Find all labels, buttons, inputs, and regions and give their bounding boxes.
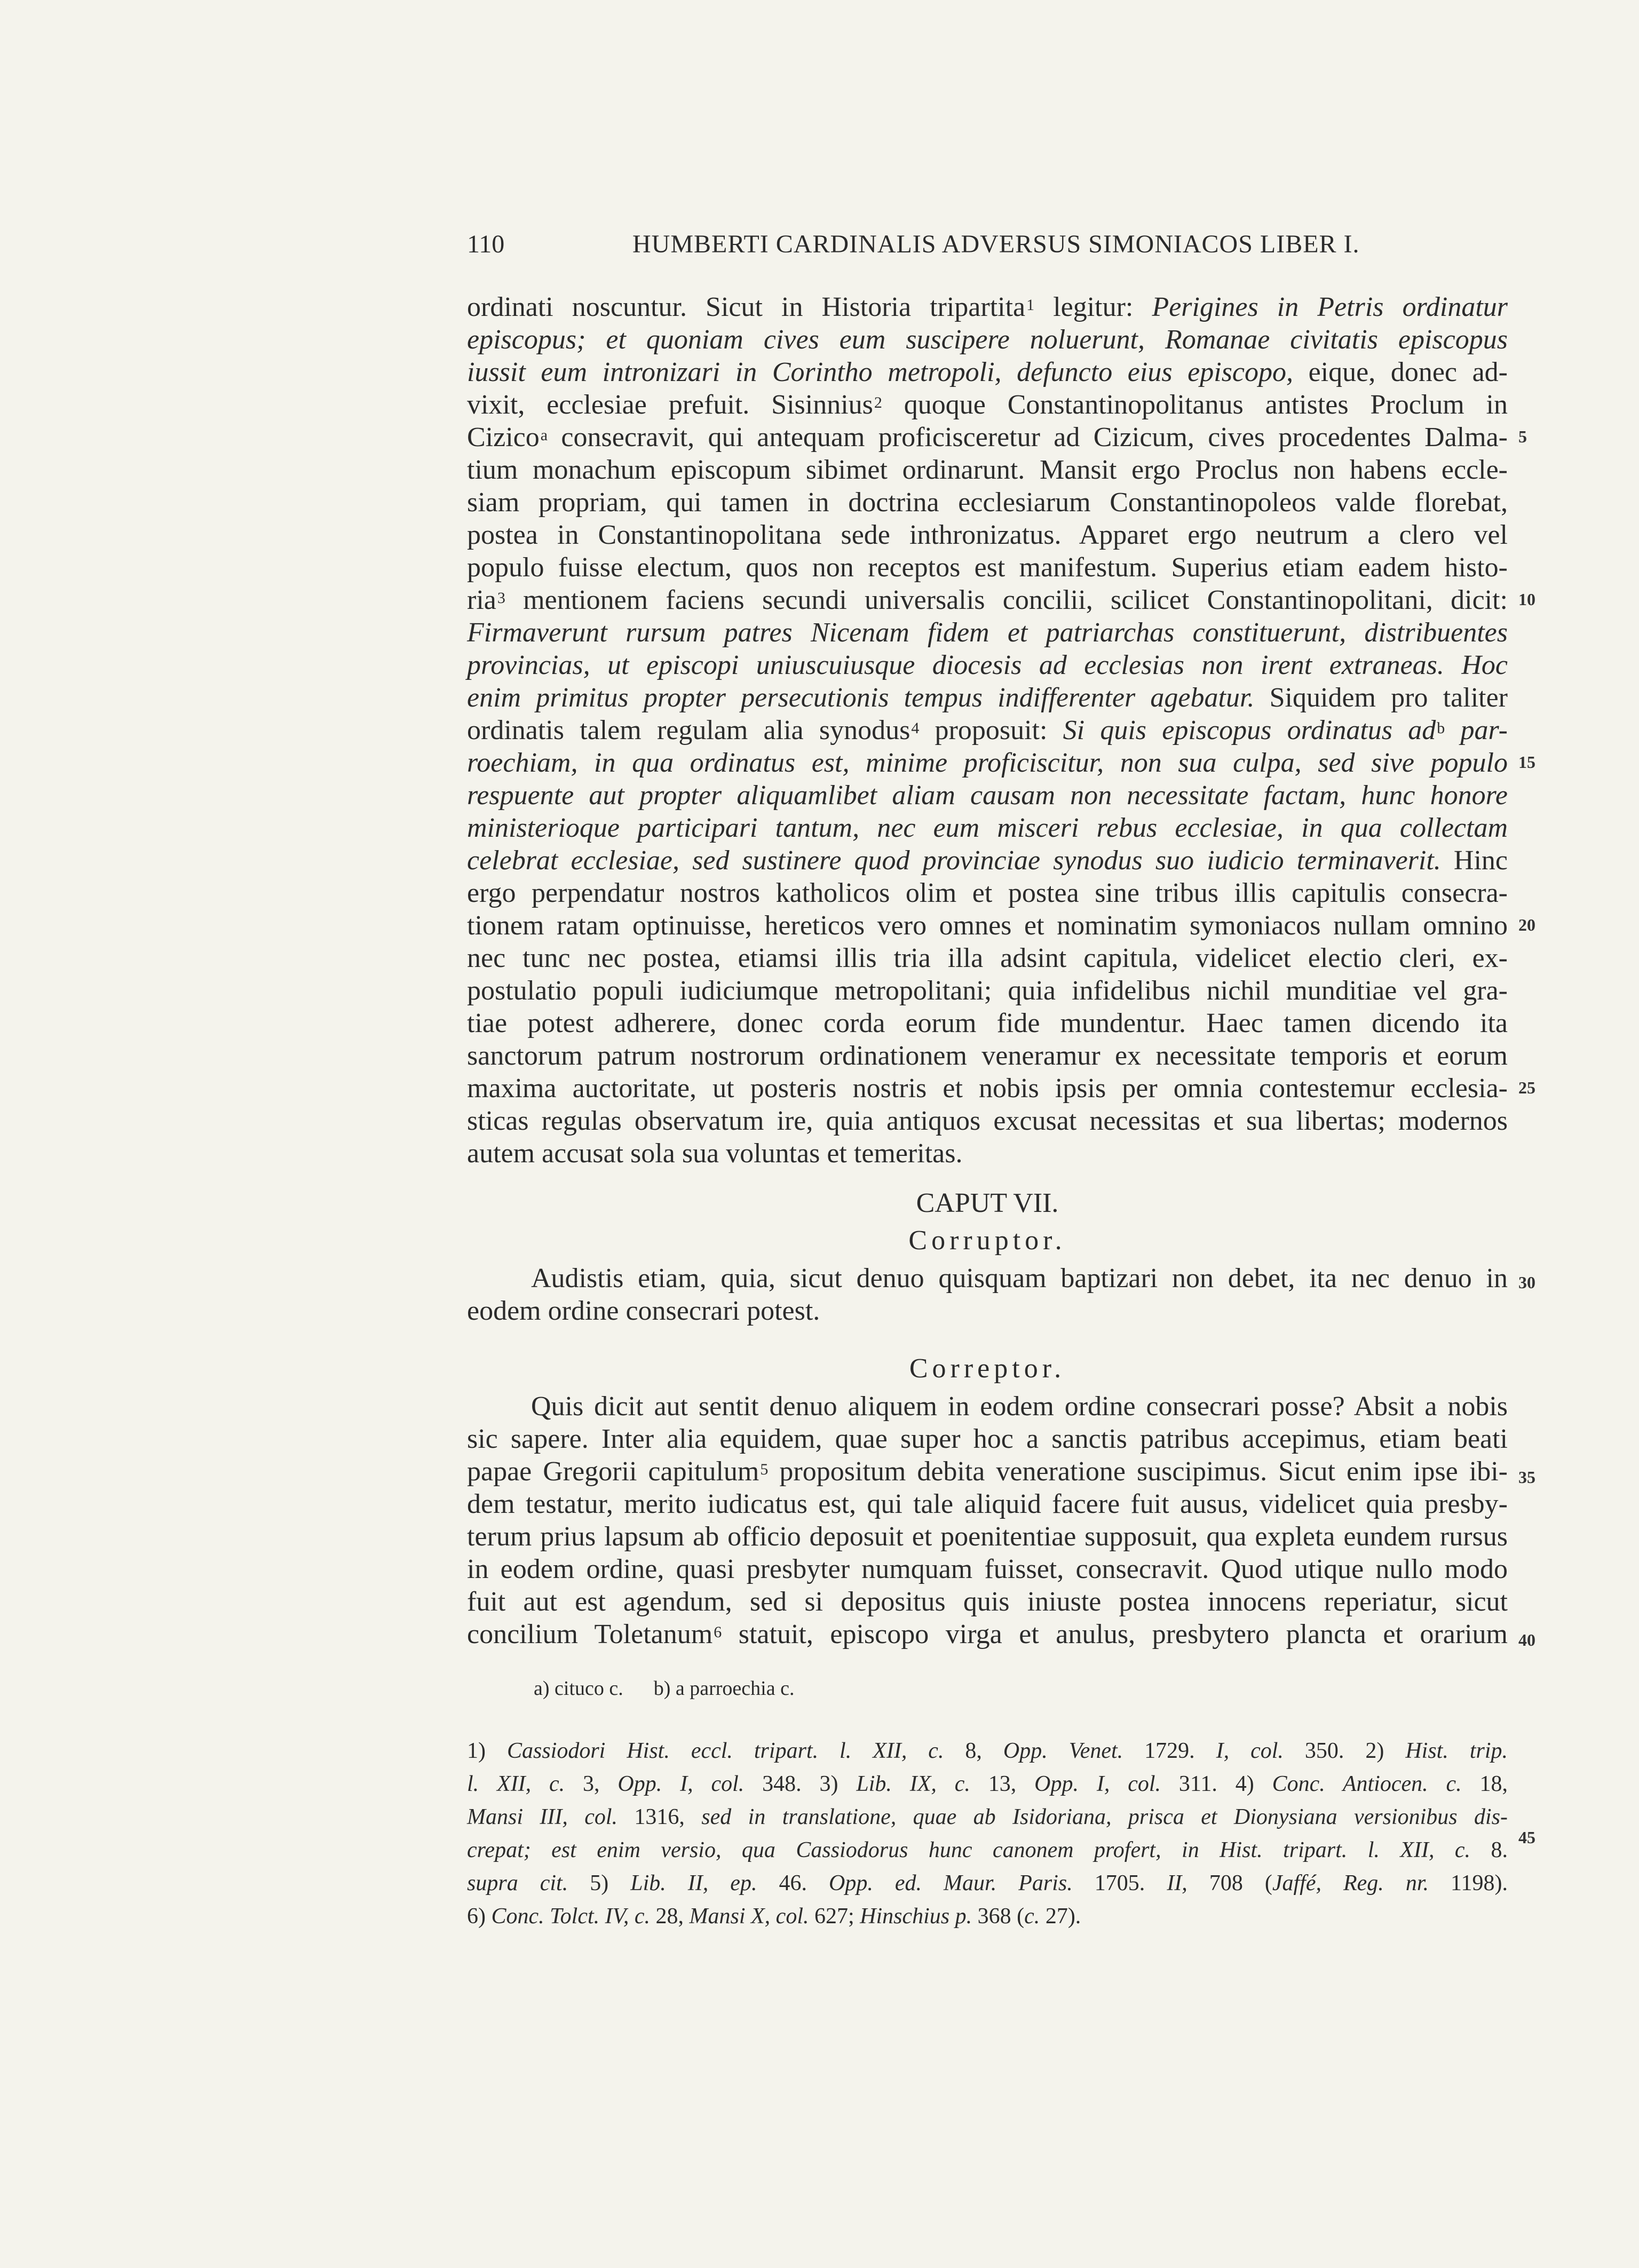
text-run: 708 ( [1187,1871,1272,1896]
text-run: autem accusat sola sua voluntas et temeritas. [467,1138,963,1169]
text-run: ordinati noscuntur. Sicut in Historia tripartita [467,292,1026,322]
italic-text: Opp. I, col. [617,1772,745,1796]
text-run: Siquidem pro taliter [1254,683,1508,713]
text-run: 1729. [1123,1739,1216,1763]
text-line [467,747,1508,779]
text-run: 1198). [1429,1871,1508,1896]
italic-text: celebrat ecclesiae, sed sustinere quod provinciae synodus suo iudicio terminaverit. [467,845,1441,876]
italic-text: crepat; est enim versio, qua Cassiodorus hunc canonem profert, in Hist. tripart. l. XII, c. [467,1838,1471,1862]
text-line [467,1520,1508,1553]
text-line [467,421,1508,454]
italic-text: Perigines in Petris ordinatur [1152,292,1508,322]
text-run: quoque Constantinopolitanus antistes Proclum in [882,390,1508,420]
italic-text: Opp. ed. Maur. Paris. [829,1871,1073,1896]
text-line [467,356,1508,388]
text-line [467,681,1508,714]
text-run: 28, [650,1904,690,1929]
text-run: in eodem ordine, quasi presbyter numquam fuisset, consecravit. Quod utique nullo modo [467,1554,1508,1584]
line-number: 35 [1518,1468,1535,1487]
text-run: postea in Constantinopolitana sede inthronizatus. Apparet ergo neutrum a clero vel [467,520,1508,550]
italic-text: Lib. II, ep. [630,1871,757,1896]
text-line [467,942,1508,974]
text-run: propositum debita veneratione suscipimus. Sicut enim ipse ibi- [768,1456,1508,1487]
text-run: 8. [1470,1838,1508,1862]
running-head [467,229,1508,259]
text-run: 1705. [1072,1871,1167,1896]
footnotes [467,1734,1508,1933]
text-run: 5) [568,1871,631,1896]
text-line [467,1455,1508,1488]
footnote-line [467,1900,1508,1933]
text-line [467,877,1508,909]
main-text [467,291,1508,1170]
text-line [467,1390,1508,1423]
text-run: maxima auctoritate, ut posteris nostris et nobis ipsis per omnia contestemur ecclesia- [467,1073,1508,1104]
line-number: 15 [1518,752,1535,772]
text-run: 1) [467,1739,507,1763]
italic-text: ministerioque participari tantum, nec eum misceri rebus ecclesiae, in qua collectam [467,813,1508,843]
italic-text: Hinschius p. [860,1904,972,1929]
text-line [467,1423,1508,1455]
text-run: ria [467,585,496,615]
text-line [467,714,1508,747]
italic-text: Firmaverunt rursum patres Nicenam fidem et patriarchas constituerunt, distribuentes [467,617,1508,648]
footnote-marker: 2 [874,394,882,411]
text-run: sanctorum patrum nostrorum ordinationem veneramur ex necessitate temporis et eorum [467,1041,1508,1071]
text-line [467,1295,1508,1327]
text-run: 8, [944,1739,1003,1763]
text-line [467,812,1508,844]
critical-apparatus: a) cituco c. b) a parroechia c. [534,1677,795,1700]
text-run: ordinatis talem regulam alia synodus [467,715,910,746]
footnote-marker: 3 [497,589,505,607]
italic-text: episcopus; et quoniam cives eum suscipere noluerunt, Romanae civitatis episcopus [467,324,1508,355]
line-number: 40 [1518,1630,1535,1650]
text-line [467,454,1508,486]
text-run: concilium Toletanum [467,1619,713,1650]
italic-text: iussit eum intronizari in Corintho metropoli, defuncto eius episcopo, [467,357,1294,387]
text-line [467,1553,1508,1585]
footnote-marker: 6 [714,1623,722,1641]
text-run: sticas regulas observatum ire, quia antiquos excusat necessitas et sua libertas; modernos [467,1106,1508,1136]
line-number: 45 [1518,1828,1535,1847]
text-run: tium monachum episcopum sibimet ordinarunt. Mansit ergo Proclus non habens eccle- [467,455,1508,485]
text-run: 348. 3) [744,1772,857,1796]
italic-text: Jaffé, Reg. nr. [1272,1871,1429,1896]
text-run: sic sapere. Inter alia equidem, quae super hoc a sanctis patribus accepimus, etiam beati [467,1424,1508,1454]
italic-text: sed in translatione, quae ab Isidoriana, prisca et Dionysiana versionibus dis- [701,1805,1508,1829]
text-run: tiae potest adherere, donec corda eorum fide mundentur. Haec tamen dicendo ita [467,1008,1508,1038]
text-line [467,1488,1508,1520]
text-run: terum prius lapsum ab officio deposuit et poenitentiae supposuit, qua expleta eundem rursus [467,1521,1508,1552]
text-run: eodem ordine consecrari potest. [467,1296,820,1326]
text-line [467,974,1508,1007]
text-run: statuit, episcopo virga et anulus, presbytero plancta et orarium [722,1619,1508,1650]
italic-text: roechiam, in qua ordinatus est, minime proficiscitur, non sua culpa, sed sive populo [467,748,1508,778]
italic-text: l. XII, c. [467,1772,565,1796]
footnote-marker: 4 [911,719,920,737]
text-run: 311. 4) [1161,1772,1272,1796]
line-number: 20 [1518,915,1535,934]
footnote-marker: a [540,426,548,444]
italic-text: Mansi III, col. [467,1805,618,1829]
text-line [467,909,1508,942]
text-run: 1316, [617,1805,702,1829]
text-run: eique, donec ad- [1293,357,1508,387]
text-run: siam propriam, qui tamen in doctrina ecclesiarum Constantinopoleos valde florebat, [467,487,1508,518]
footnote-line [467,1801,1508,1834]
line-number: 25 [1518,1078,1535,1097]
italic-text: par- [1445,715,1508,746]
text-run: tionem ratam optinuisse, hereticos vero omnes et nominatim symoniacos nullam omnino [467,910,1508,941]
italic-text: respuente aut propter aliquamlibet aliam causam non necessitate factam, hunc honore [467,780,1508,811]
italic-text: Conc. Tolct. IV, c. [491,1904,651,1929]
text-line [467,649,1508,681]
text-line [467,291,1508,323]
text-line [467,1137,1508,1170]
page-number: 110 [467,230,505,258]
text-run: 27). [1040,1904,1081,1929]
text-line [467,616,1508,649]
running-title: HUMBERTI CARDINALIS ADVERSUS SIMONIACOS LIBER I. [632,230,1360,258]
footnote-line [467,1734,1508,1767]
text-run: 46. [757,1871,829,1896]
italic-text: Opp. I, col. [1034,1772,1161,1796]
text-run: Cizico [467,422,540,453]
footnote-marker: b [1437,719,1445,737]
text-run: legitur: [1034,292,1152,322]
text-line [467,1618,1508,1651]
text-run: ergo perpendatur nostros katholicos olim et postea sine tribus illis capitulis consecra- [467,878,1508,908]
italic-text: Hist. trip. [1405,1739,1508,1763]
chapter-heading: CAPUT VII. [916,1188,1059,1218]
italic-text: c. [1024,1904,1040,1929]
italic-text: II, [1167,1871,1187,1896]
text-line [467,486,1508,519]
footnote-line [467,1767,1508,1801]
text-run: nec tunc nec postea, etiamsi illis tria illa adsint capitula, videlicet electio cleri, ex- [467,943,1508,973]
footnote-line [467,1867,1508,1900]
footnote-line [467,1834,1508,1867]
speaker-1-text [467,1262,1508,1327]
text-run: dem testatur, merito iudicatus est, qui tale aliquid facere fuit ausus, videlicet quia presby- [467,1489,1508,1519]
italic-text: I, col. [1216,1739,1284,1763]
text-run: 368 ( [972,1904,1025,1929]
text-run: consecravit, qui antequam proficisceretur ad Cizicum, cives procedentes Dalma- [548,422,1508,453]
italic-text: Lib. IX, c. [856,1772,970,1796]
text-run: Quis dicit aut sentit denuo aliquem in eodem ordine consecrari posse? Absit a nobis [531,1391,1508,1422]
text-line [467,1105,1508,1137]
italic-text: Si quis episcopus ordinatus ad [1063,715,1436,746]
text-line [467,323,1508,356]
text-line [467,551,1508,584]
text-line [467,1040,1508,1072]
italic-text: supra cit. [467,1871,568,1896]
text-run: Audistis etiam, quia, sicut denuo quisquam baptizari non debet, ita nec denuo in [531,1263,1508,1294]
text-run: vixit, ecclesiae prefuit. Sisinnius [467,390,873,420]
italic-text: enim primitus propter persecutionis tempus indifferenter agebatur. [467,683,1255,713]
speaker-heading-correptor: Correptor. [909,1353,1066,1384]
text-run: papae Gregorii capitulum [467,1456,759,1487]
line-number: 30 [1518,1273,1535,1292]
line-number: 10 [1518,590,1535,609]
text-line [467,844,1508,877]
speaker-2-text [467,1390,1508,1651]
text-run: 6) [467,1904,492,1929]
italic-text: Opp. Venet. [1003,1739,1123,1763]
text-line [467,1007,1508,1040]
italic-text: Mansi X, col. [689,1904,809,1929]
italic-text: Cassiodori Hist. eccl. tripart. l. XII, c. [506,1739,944,1763]
text-run: 627; [809,1904,860,1929]
text-run: proposuit: [919,715,1063,746]
text-line [467,388,1508,421]
text-line [467,1072,1508,1105]
text-run: 350. 2) [1283,1739,1406,1763]
text-run: 18, [1461,1772,1508,1796]
text-run: Hinc [1440,845,1508,876]
speaker-heading-corruptor: Corruptor. [908,1225,1066,1256]
footnote-marker: 5 [760,1461,769,1478]
text-line [467,1262,1508,1295]
text-line [467,519,1508,551]
text-run: 3, [565,1772,618,1796]
italic-text: Conc. Antiocen. c. [1272,1772,1462,1796]
italic-text: provincias, ut episcopi uniuscuiusque diocesis ad ecclesias non irent extraneas. Hoc [467,650,1508,680]
text-line [467,584,1508,616]
line-number: 5 [1518,427,1527,446]
text-run: 13, [970,1772,1035,1796]
text-run: populo fuisse electum, quos non receptos est manifestum. Superius etiam eadem histo- [467,552,1508,583]
text-line [467,779,1508,812]
footnote-marker: 1 [1026,296,1035,314]
text-run: postulatio populi iudiciumque metropolitani; quia infidelibus nichil munditiae vel gra- [467,976,1508,1006]
text-run: mentionem faciens secundi universalis concilii, scilicet Constantinopolitani, dicit: [505,585,1508,615]
text-run: fuit aut est agendum, sed si depositus quis iniuste postea innocens reperiatur, sicut [467,1587,1508,1617]
text-line [467,1585,1508,1618]
